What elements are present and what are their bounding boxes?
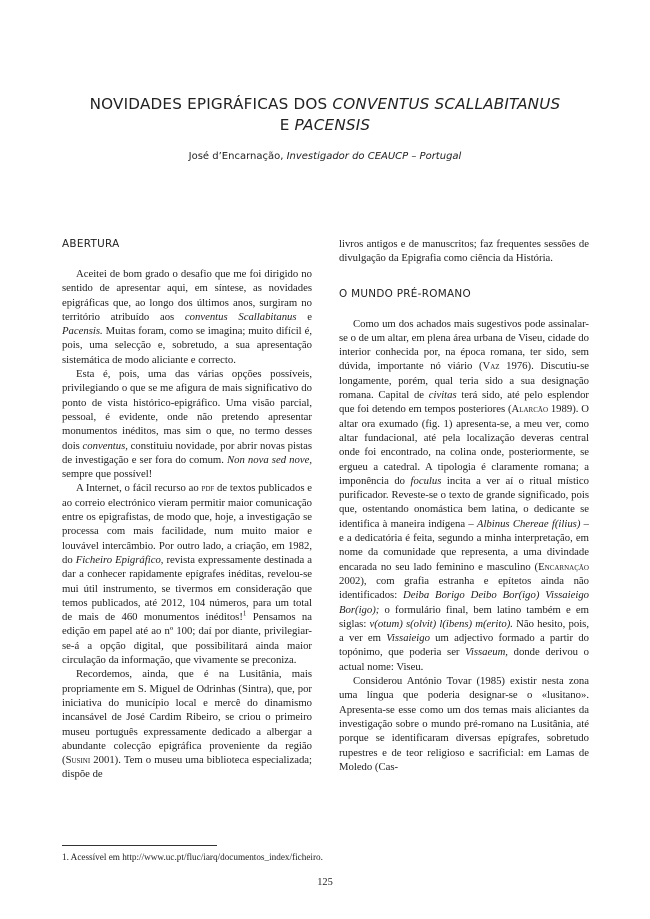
article-title [40, 94, 610, 136]
left-column [62, 237, 312, 782]
paragraph-2: Esta é, pois, uma das várias opções possíveis, privilegiando o que se me afigura de mais significativo do ponto de vista histórico-epigráfico. Uma visão parcial, pessoal, é evidente, onde não pretendo apresentar monumentos inéditos, mas sim o que, no termo desses dois conventus, constituiu novidade, por abrir novas pistas de investigação e ser fora do comum. Non nova sed nove, sempre que possível! [62, 368, 312, 481]
right-column [339, 237, 589, 774]
title-line-1: NOVIDADES EPIGRÁFICAS DOS CONVENTUS SCALLABITANUS [89, 95, 561, 113]
author-line [40, 151, 610, 162]
footnote-1: 1. Acessível em http://www.uc.pt/fluc/iarq/documentos_index/ficheiro. [62, 852, 323, 862]
paragraph-5: Como um dos achados mais sugestivos pode assinalar-se o de um altar, em plena área urbana de Viseu, cidade do interior conhecida por, na época romana, ter sido, sem dúvida, importante nó viário (Vaz 1976). Discutiu-se longamente, porém, qual teria sido a sua designação romana. Capital de civitas terá sido, até pelo esplendor que foi detendo em tempos posteriores (Alarcão 1989). O altar ora exumado (fig. 1) apresenta-se, a meu ver, como altar fundacional, até pela localização deveras central onde foi encontrado, na colina onde, posteriormente, se ergueu a catedral. A tipologia é claramente romana; a imponência do foculus incita a ver aí o ritual místico purificador. Reveste-se o texto de grande significado, pois que, ostentando onomástica bem latina, o dedicante se identifica à maneira indígena – Albinus Chereae f(ilius) – e a dedicatória é feita, segundo a minha interpretação, em nome da comunidade que representa, a uma divindade encarada no seu lado feminino e masculino (Encarnação 2002), com grafia estranha e epítetos ainda não identificados: Deiba Borigo Deibo Bor(igo) Vissaieigo Bor(igo); o formulário final, bem latino também e em siglas: v(otum) s(olvit) l(ibens) m(erito). Não hesito, pois, a ver em Vissaieigo um adjectivo formado a partir do topónimo, que poderia ser Vissaeum, donde derivou o actual nome: Viseu. [339, 317, 590, 673]
paragraph-1: Aceitei de bom grado o desafio que me foi dirigido no sentido de apresentar aqui, em síntese, as novidades epigráficas que, ao longo dos últimos anos, surgiram no território atribuído aos conventus Scallabitanus e Pacensis. Muitas foram, como se imagina; muito difícil é, pois, uma selecção e, sobretudo, a sua apresentação sistemática de modo aliciante e correcto. [62, 268, 312, 366]
page-number: 125 [317, 877, 333, 888]
footnote-divider [62, 845, 217, 846]
paragraph-3: A Internet, o fácil recurso ao pdf de textos publicados e ao correio electrónico vieram permitir maior comunicação entre os epigrafistas, de modo que, hoje, a investigação se processa com mais facilidade, num muito maior e louvável intercâmbio. Por outro lado, a criação, em 1982, do Ficheiro Epigráfico, revista expressamente destinada a dar a conhecer rapidamente epígrafes inéditas, revelou-se mui útil instrumento, se tivermos em consideração que temos publicados, até 2012, 104 números, para um total de mais de 460 monumentos inéditos!$^1$ Pensamos na edição em papel até ao nº 100; daí por diante, privilegiar-se-á a opção digital, que possibilitará ainda maior circulação da informação, que vivamente se preconiza. [62, 482, 312, 667]
section-heading-abertura: ABERTURA [62, 238, 120, 250]
paragraph-continued: livros antigos e de manuscritos; faz frequentes sessões de divulgação da Epigrafia como ciência da História. [339, 238, 589, 265]
paragraph-6: Considerou António Tovar (1985) existir nesta zona uma língua que poderia designar-se o «lusitano». Apresenta-se esse como um dos temas mais aliciantes da investigação sobre o mundo pré-romano na Lusitânia, até porque se identificaram diversas epígrafes, sobretudo rupestres e de teor religioso e sacrificial: em Lamas de Moledo (Cas- [339, 675, 589, 773]
author-name: José d’Encarnação, [188, 151, 287, 162]
title-line-2: E PACENSIS [279, 116, 371, 134]
section-heading-mundo-pre-romano: O MUNDO PRÉ-ROMANO [339, 287, 471, 300]
paragraph-4: Recordemos, ainda, que é na Lusitânia, mais propriamente em S. Miguel de Odrinhas (Sintra), que, por iniciativa do município local e mercê do dinamismo incansável de José Cardim Ribeiro, se criou o primeiro museu português expressamente dedicado a albergar a abundante colecção epigráfica proveniente da região (Susini 2001). Tem o museu uma biblioteca especializada; dispõe de [62, 668, 312, 781]
author-affiliation: Investigador do CEAUCP – Portugal [286, 151, 462, 162]
footnote-ref-1[interactable]: 1 [242, 609, 247, 618]
